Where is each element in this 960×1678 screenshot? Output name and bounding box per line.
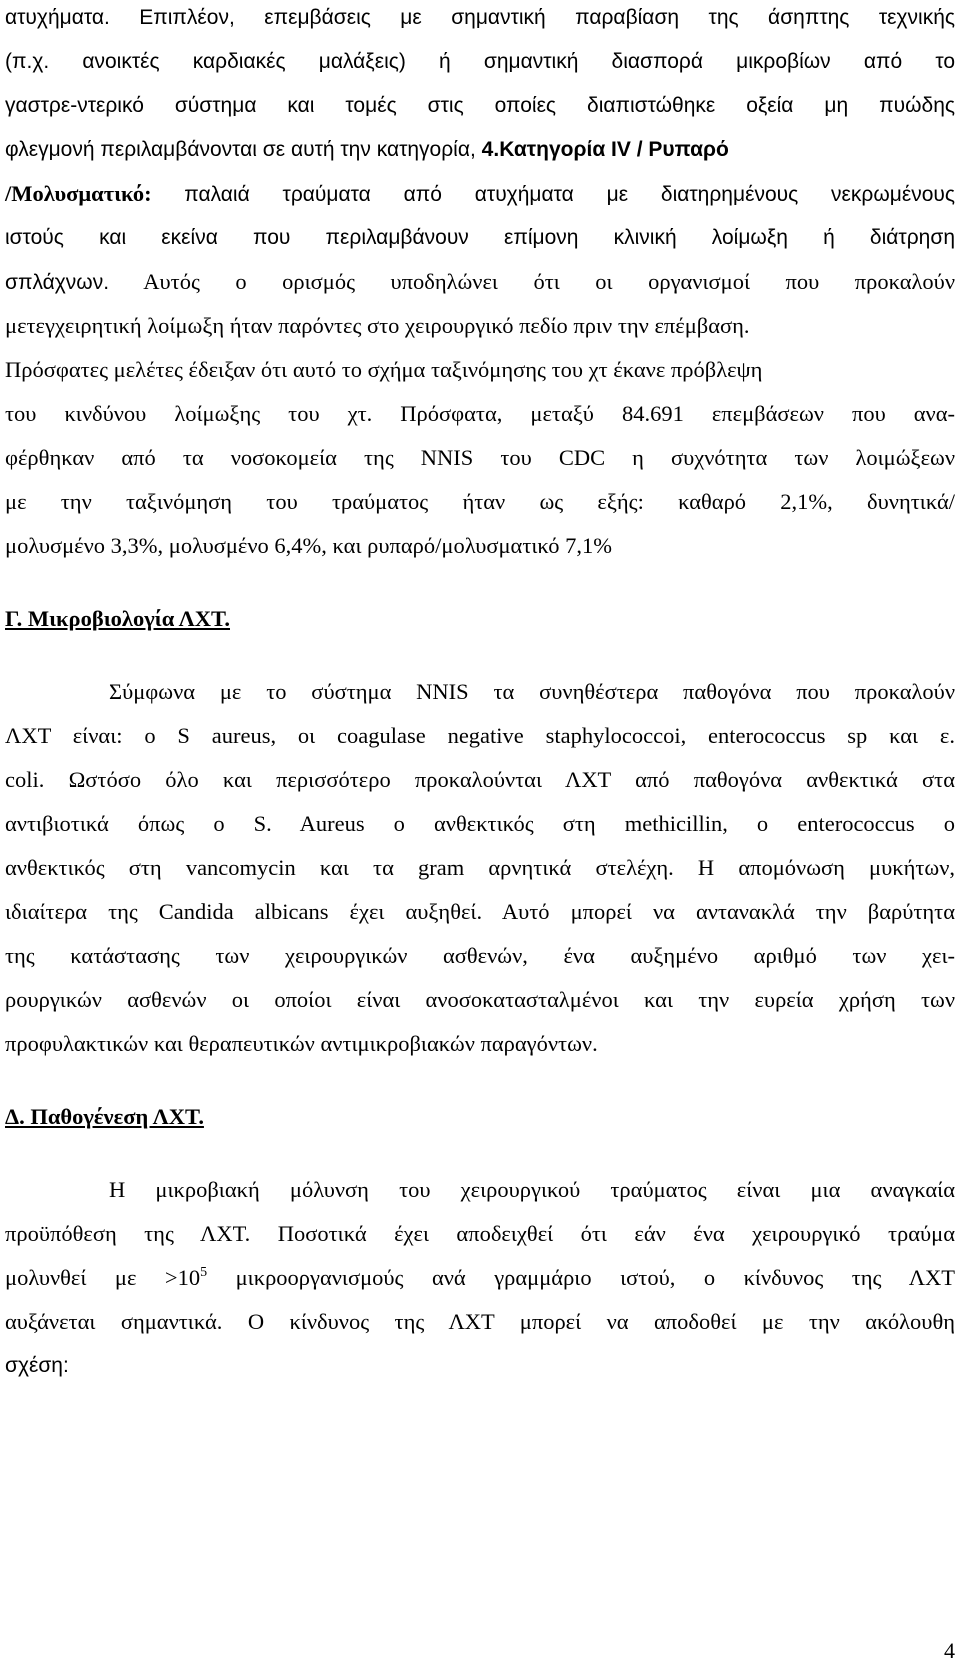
text-line: αντιβιοτικά όπως ο S. Aureus ο ανθεκτικός στη methicillin, ο enterococcus ο <box>5 811 955 836</box>
text-line: προφυλακτικών και θεραπευτικών αντιμικροβιακών παραγόντων. <box>5 1031 598 1056</box>
category-iv-label-cont: /Μολυσματικό: <box>5 181 152 206</box>
text-line: μολυνθεί $\mu\varepsilon >10^5$ μικροοργανισμούς ανά γραμμάριο ιστού, ο κίνδυνος της ΛΧΤ <box>5 1265 956 1290</box>
text-line: Η μικροβιακή μόλυνση του χειρουργικού τραύματος είναι μια αναγκαία <box>109 1177 955 1202</box>
text-line: του κινδύνου λοίμωξης του χτ. Πρόσφατα, μεταξύ 84.691 επεμβάσεων που ανα- <box>5 401 955 426</box>
section-heading-microbiology: Γ. Μικροβιολογία ΛΧΤ. <box>5 606 230 631</box>
text-line: coli. Ωστόσο όλο και περισσότερο προκαλούνται ΛΧΤ από παθογόνα ανθεκτικά στα <box>5 767 955 792</box>
text-line: ΛΧΤ είναι: ο S aureus, οι coagulase negative staphylococcoi, enterococcus sp και ε. <box>5 723 955 748</box>
category-iv-label: Κατηγορία IV / Ρυπαρό <box>499 138 729 161</box>
text-line: Πρόσφατες μελέτες έδειξαν ότι αυτό το σχήμα ταξινόμησης του χτ έκανε πρόβλεψη <box>5 357 763 382</box>
text-line: (π.χ. ανοικτές καρδιακές μαλάξεις) ή σημαντική διασπορά μικροβίων από το <box>5 50 955 73</box>
text-line: προϋπόθεση της ΛΧΤ. Ποσοτικά έχει αποδειχθεί ότι εάν ένα χειρουργικό τραύμα <box>5 1221 955 1246</box>
text-line: ρουργικών ασθενών οι οποίοι είναι ανοσοκατασταλμένοι και την ευρεία χρήση των <box>5 987 955 1012</box>
text-line: Σύμφωνα με το σύστημα NNIS τα συνηθέστερα παθογόνα που προκαλούν <box>109 679 955 704</box>
text-line: με την ταξινόμηση του τραύματος ήταν ως εξής: καθαρό 2,1%, δυνητικά/ <box>5 489 955 514</box>
text-line: ατυχήματα. Επιπλέον, επεμβάσεις με σημαντική παραβίαση της άσηπτης τεχνικής <box>5 6 955 29</box>
text-line: μολυσμένο 3,3%, μολυσμένο 6,4%, και ρυπαρό/μολυσματικό 7,1% <box>5 533 612 558</box>
text-line: γαστρε-ντερικό σύστημα και τομές στις οποίες διαπιστώθηκε οξεία μη πυώδης <box>5 94 955 117</box>
section-heading-pathogenesis: Δ. Παθογένεση ΛΧΤ. <box>5 1104 204 1129</box>
text-line: ανθεκτικός στη vancomycin και τα gram αρνητικά στελέχη. Η απομόνωση μυκήτων, <box>5 855 955 880</box>
text-line: φλεγμονή περιλαμβάνονται σε αυτή την κατηγορία, 4.Κατηγορία IV / Ρυπαρό <box>5 138 729 161</box>
text-line: αυξάνεται σημαντικά. Ο κίνδυνος της ΛΧΤ μπορεί να αποδοθεί με την ακόλουθη <box>5 1309 955 1334</box>
page-number: 4 <box>944 1638 955 1663</box>
text-line: μετεγχειρητική λοίμωξη ήταν παρόντες στο χειρουργικό πεδίο πριν την επέμβαση. <box>5 313 750 338</box>
text-line: ιδιαίτερα της Candida albicans έχει αυξηθεί. Αυτό μπορεί να αντανακλά την βαρύτητα <box>5 899 955 924</box>
text-line: σχέση: <box>5 1354 69 1377</box>
document-page <box>5 0 955 1678</box>
text-line: ιστούς και εκείνα που περιλαμβάνουν επίμονη κλινική λοίμωξη ή διάτρηση <box>5 226 955 249</box>
text-line: φέρθηκαν από τα νοσοκομεία της NNIS του CDC η συχνότητα των λοιμώξεων <box>5 445 955 470</box>
text-line: σπλάχνων. Αυτός ο ορισμός υποδηλώνει ότι οι οργανισμοί που προκαλούν <box>5 269 955 294</box>
text-line: της κατάστασης των χειρουργικών ασθενών, ένα αυξημένο αριθμό των χει- <box>5 943 955 968</box>
text-line: /Μολυσματικό: παλαιά τραύματα από ατυχήματα με διατηρημένους νεκρωμένους <box>5 181 955 206</box>
